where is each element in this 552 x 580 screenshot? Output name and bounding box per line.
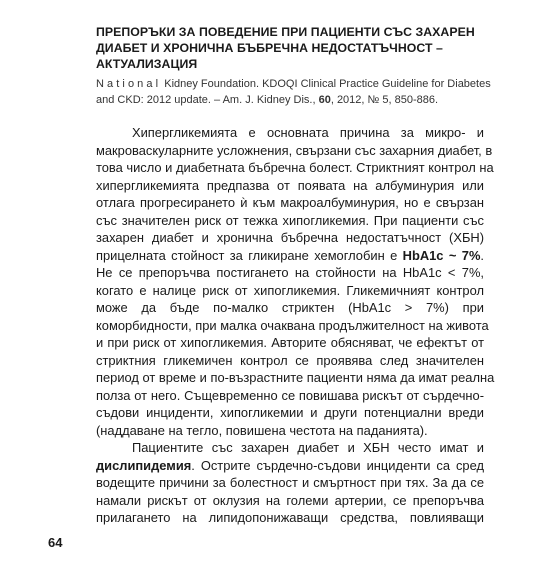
- reference-author: National: [96, 78, 162, 90]
- body-line: захарен диабет и хронична бъбречна недостатъчност (ХБН): [96, 230, 484, 245]
- body-line: коморбидности, при малка очаквана продължителност на живота: [96, 317, 489, 333]
- body-line: и при риск от хипогликемия. Авторите обясняват, че ефектът от: [96, 335, 484, 350]
- reference-line: [96, 76, 496, 92]
- reference-citation: [96, 76, 496, 108]
- page-number: 64: [48, 535, 63, 550]
- body-line: когато е налице риск от хипогликемия. Гликемичният контрол: [96, 282, 484, 298]
- body-line: [96, 247, 484, 265]
- body-text-span: прицелната стойност за гликиране хемоглобин е: [96, 247, 403, 263]
- body-line: водещите причини за болестност и смъртност при тях. За да се: [96, 475, 484, 490]
- body-line: (наддаване на тегло, повишена честота на паданията).: [96, 422, 428, 438]
- body-line: Не се препоръчва постигането на стойности на HbA1c < 7%,: [96, 265, 484, 280]
- body-text-span: . Острите сърдечно-съдови инциденти са сред: [191, 457, 484, 473]
- body-line: Пациентите със захарен диабет и ХБН често имат и: [132, 440, 484, 455]
- reference-line: [96, 92, 496, 108]
- body-line: стриктния гликемичен контрол се проявява след значителен: [96, 352, 484, 368]
- title-line: АКТУАЛИЗАЦИЯ: [96, 57, 198, 71]
- article-title: [96, 24, 496, 72]
- body-line: полза от него. Същевременно се повишава рискът от сърдечно-: [96, 387, 484, 403]
- body-line: прилагането на липидопонижаващи средства, повлияващи: [96, 510, 484, 525]
- reference-text: Kidney Foundation. KDOQI Clinical Practice Guideline for Diabetes: [161, 78, 491, 90]
- hba1c-target: HbA1c ~ 7%: [402, 247, 481, 263]
- body-line: Хипергликемията е основната причина за микро- и: [132, 125, 484, 140]
- body-line: период от време и по-възрастните пациенти няма да имат реална: [96, 370, 495, 385]
- body-text-span: .: [480, 247, 484, 263]
- body-line: със значителен риск от тежка хипогликемия. При пациенти със: [96, 212, 484, 228]
- body-line: хипергликемията предпазва от появата на албуминурия или: [96, 177, 484, 193]
- title-line: ПРЕПОРЪКИ ЗА ПОВЕДЕНИЕ ПРИ ПАЦИЕНТИ СЪС ЗАХАРЕН: [96, 25, 475, 39]
- body-line: съдови инциденти, хипогликемии и други потенциални вреди: [96, 405, 484, 420]
- body-text: [96, 124, 495, 527]
- reference-text: , 2012, № 5, 850-886.: [330, 94, 439, 106]
- title-line: ДИАБЕТ И ХРОНИЧНА БЪБРЕЧНА НЕДОСТАТЪЧНОСТ –: [96, 41, 443, 55]
- dyslipidemia-term: дислипидемия: [96, 457, 192, 473]
- body-line: [96, 457, 484, 475]
- body-line: отлага прогресирането ѝ към макроалбуминурия, но е свързан: [96, 195, 484, 210]
- body-line: може да бъде по-малко стриктен (HbA1c > 7%) при: [96, 300, 484, 315]
- body-line: намали рискът от оклузия на големи артерии, се препоръчва: [96, 492, 484, 508]
- body-line: това число и диабетната бъбречна болест. Стриктният контрол на: [96, 160, 494, 175]
- reference-text: and CKD: 2012 update. – Am. J. Kidney Dis.,: [96, 94, 319, 106]
- body-line: макроваскуларните усложнения, свързани със захарния диабет, в: [96, 142, 493, 158]
- reference-volume: 60: [318, 94, 331, 106]
